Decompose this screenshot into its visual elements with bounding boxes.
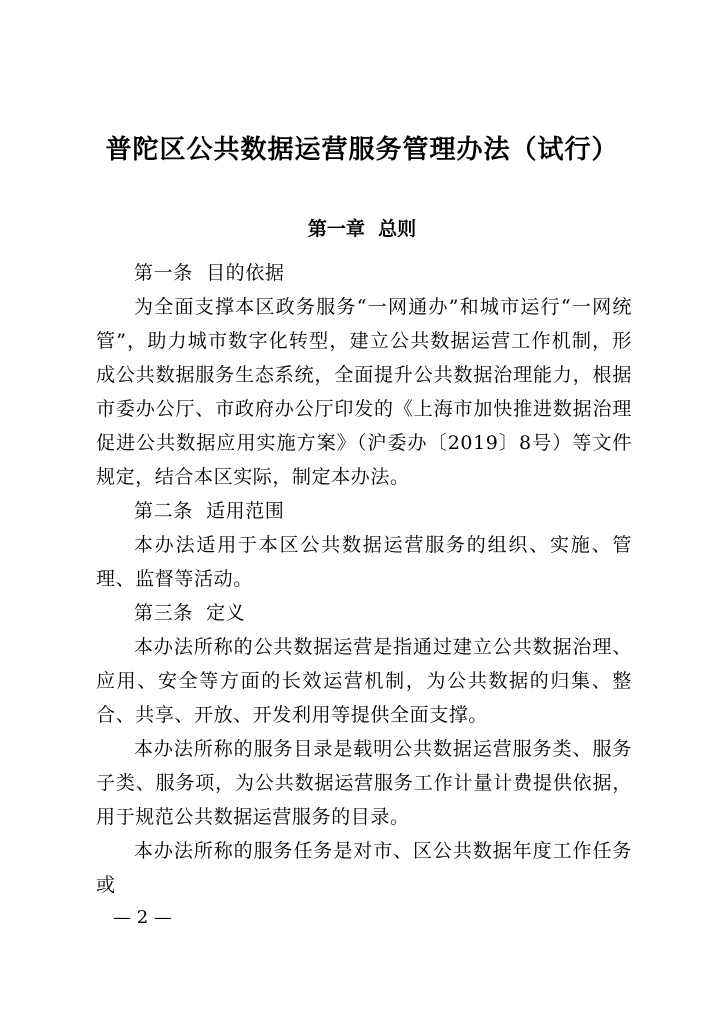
article-1-heading: 第一条 目的依据: [134, 262, 285, 284]
article-2-heading: 第二条 适用范围: [134, 500, 285, 522]
article-3-paragraph-2: 本办法所称的服务目录是载明公共数据运营服务类、服务子类、服务项，为公共数据运营服务工作计量计费提供依据，用于规范公共数据运营服务的目录。: [96, 738, 632, 828]
document-title: 普陀区公共数据运营服务管理办法（试行）: [105, 135, 619, 165]
article-1-paragraph: 为全面支撑本区政务服务“一网通办”和城市运行“一网统管”，助力城市数字化转型，建立公共数据运营工作机制，形成公共数据服务生态系统，全面提升公共数据治理能力，根据市委办公厅、市政府办公厅印发的《上海市加快推进数据治理 促进公共数据应用实施方案》（沪委办〔2019〕8号）等文件规定，结合本区实际，制定本办法。: [96, 296, 632, 488]
article-3-paragraph-1: 本办法所称的公共数据运营是指通过建立公共数据治理、应用、安全等方面的长效运营机制，为公共数据的归集、整合、共享、开放、开发利用等提供全面支撑。: [96, 636, 632, 726]
article-3-paragraph-3: 本办法所称的服务任务是对市、区公共数据年度工作任务或: [96, 840, 632, 896]
document-body: [96, 256, 632, 902]
page-number: — 2 —: [113, 907, 172, 928]
chapter-title: 第一章 总则: [307, 218, 417, 240]
article-3-heading: 第三条 定义: [134, 602, 246, 624]
article-2-paragraph: 本办法适用于本区公共数据运营服务的组织、实施、管理、监督等活动。: [96, 534, 632, 590]
